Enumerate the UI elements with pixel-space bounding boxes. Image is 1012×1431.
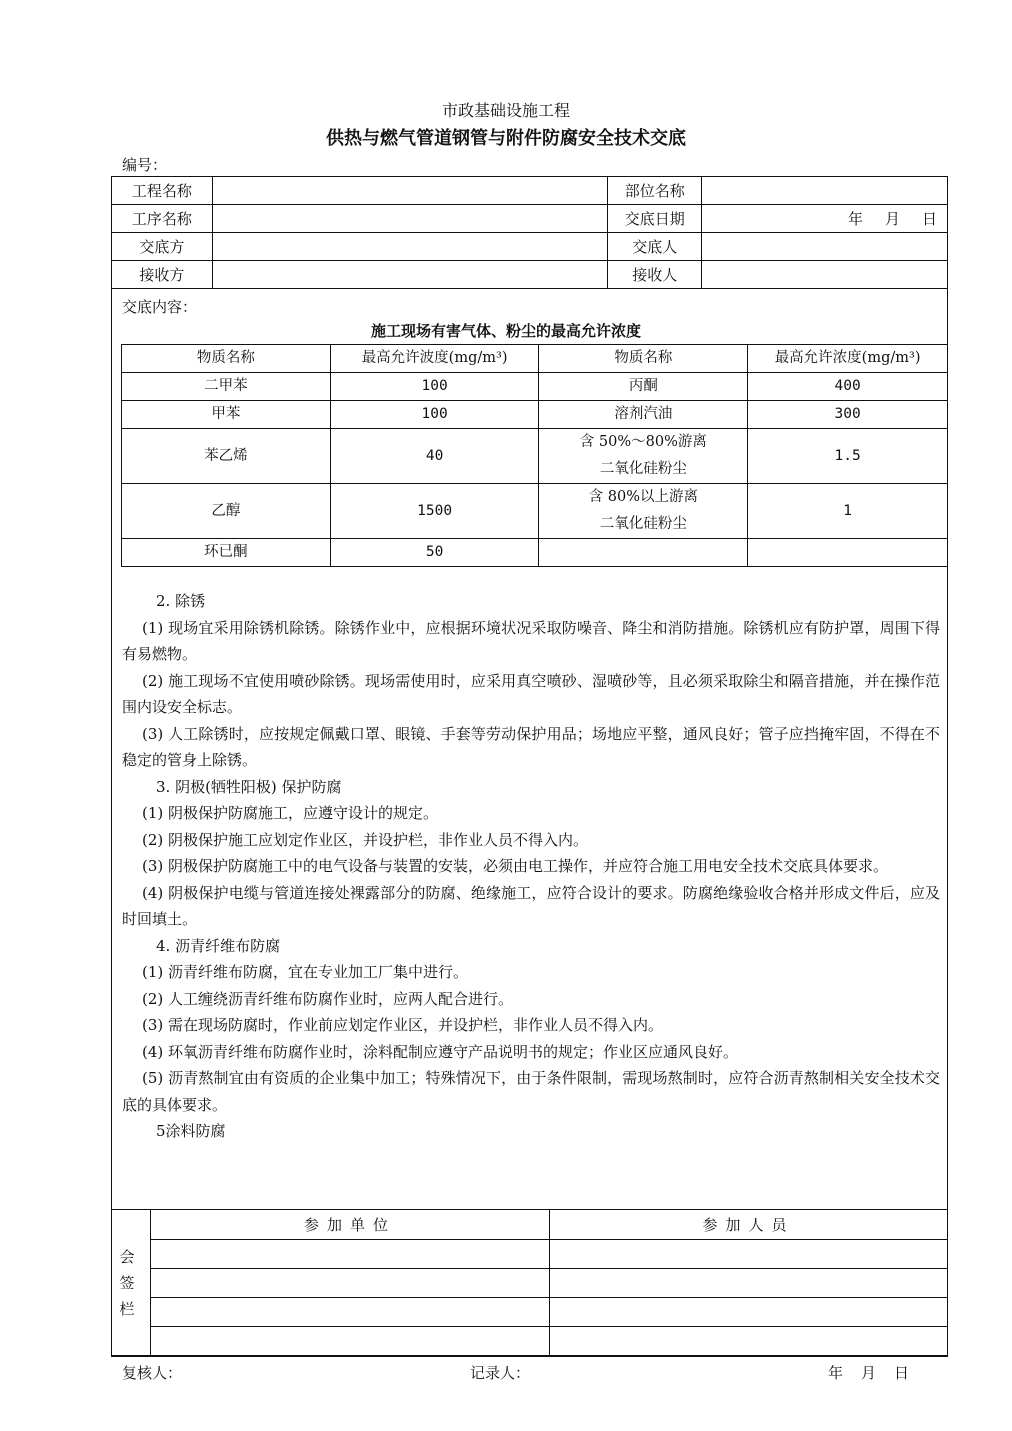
handover-date-label: 交底日期	[608, 205, 702, 233]
project-name-label: 工程名称	[112, 177, 213, 205]
table-cell	[748, 539, 948, 567]
process-name-field[interactable]	[212, 205, 607, 233]
table-cell: 二甲苯	[122, 373, 331, 401]
paragraph: (4) 环氧沥青纤维布防腐作业时，涂料配制应遵守产品说明书的规定；作业区应通风良好。	[142, 1042, 739, 1061]
receiver-party-field[interactable]	[212, 261, 607, 289]
section-heading: 3. 阴极(牺牲阳极) 保护防腐	[156, 777, 342, 796]
signoff-side-label	[112, 1210, 151, 1356]
paragraph: (5) 沥青熬制宜由有资质的企业集中加工；特殊情况下，由于条件限制，需现场熬制时，应符合沥青熬制相关安全技术交底的具体要求。	[122, 1069, 940, 1114]
table-header: 物质名称	[122, 345, 331, 373]
signoff-unit-field[interactable]	[150, 1269, 549, 1298]
cell-line: 含 50%～80%游离	[579, 434, 707, 450]
content-label: 交底内容：	[122, 298, 198, 316]
table-cell: 1.5	[748, 429, 948, 484]
doc-number-label: 编号：	[122, 156, 168, 174]
cell-line: 二氧化硅粉尘	[599, 516, 687, 532]
table-cell: 丙酮	[539, 373, 748, 401]
handover-person-field[interactable]	[702, 233, 948, 261]
footer-month: 月	[861, 1364, 877, 1382]
receiver-person-field[interactable]	[702, 261, 948, 289]
table-cell: 1	[748, 484, 948, 539]
section-heading: 5涂料防腐	[156, 1122, 226, 1140]
reviewer-label: 复核人：	[122, 1364, 183, 1382]
table-cell: 100	[330, 373, 539, 401]
table-cell: 400	[748, 373, 948, 401]
footer-date	[828, 1362, 909, 1383]
table-cell: 50	[330, 539, 539, 567]
table-header: 物质名称	[539, 345, 748, 373]
handover-person-label: 交底人	[608, 233, 702, 261]
paragraph: (2) 施工现场不宜使用喷砂除锈。现场需使用时，应采用真空喷砂、湿喷砂等，且必须采取除尘和隔音措施，并在操作范围内设安全标志。	[122, 671, 940, 716]
paragraph: (3) 阴极保护防腐施工中的电气设备与装置的安装，必须由电工操作，并应符合施工用电安全技术交底具体要求。	[142, 857, 889, 875]
paragraph: (1) 现场宜采用除锈机除锈。除锈作业中，应根据环境状况采取防噪音、降尘和消防措施。除锈机应有防护罩，周围下得有易燃物。	[122, 618, 940, 663]
project-name-field[interactable]	[212, 177, 607, 205]
table-cell	[539, 429, 748, 484]
table-cell: 环已酮	[122, 539, 331, 567]
table-header: 最高允许浓度(mg/m³)	[748, 345, 948, 373]
info-table	[111, 176, 948, 289]
signoff-person-field[interactable]	[549, 1298, 947, 1327]
table-cell	[539, 539, 748, 567]
side-char: 签	[119, 1273, 143, 1292]
signoff-unit-field[interactable]	[150, 1327, 549, 1356]
date-month: 月	[884, 210, 900, 228]
table-cell: 1500	[330, 484, 539, 539]
paragraph: (4) 阴极保护电缆与管道连接处裸露部分的防腐、绝缘施工，应符合设计的要求。防腐绝缘验收合格并形成文件后，应及时回填土。	[122, 883, 940, 928]
content-body	[122, 588, 940, 1145]
table-cell: 苯乙烯	[122, 429, 331, 484]
table-cell: 乙醇	[122, 484, 331, 539]
unit-header: 参加单位	[150, 1210, 549, 1240]
cell-line: 二氧化硅粉尘	[599, 461, 687, 477]
part-name-label: 部位名称	[608, 177, 702, 205]
receiver-person-label: 接收人	[608, 261, 702, 289]
table-header: 最高允许波度(mg/m³)	[330, 345, 539, 373]
process-name-label: 工序名称	[112, 205, 213, 233]
table-cell: 300	[748, 401, 948, 429]
paragraph: (1) 阴极保护防腐施工，应遵守设计的规定。	[142, 804, 439, 822]
paragraph: (2) 人工缠绕沥青纤维布防腐作业时，应两人配合进行。	[142, 989, 514, 1008]
footer-year: 年	[828, 1364, 844, 1382]
signoff-unit-field[interactable]	[150, 1240, 549, 1269]
signoff-person-field[interactable]	[549, 1327, 947, 1356]
signoff-person-field[interactable]	[549, 1240, 947, 1269]
signoff-unit-field[interactable]	[150, 1298, 549, 1327]
recorder-label: 记录人：	[470, 1364, 531, 1382]
signoff-person-field[interactable]	[549, 1269, 947, 1298]
table-cell	[539, 484, 748, 539]
handover-date-field[interactable]	[702, 205, 948, 233]
table-cell: 溶剂汽油	[539, 401, 748, 429]
table-cell: 100	[330, 401, 539, 429]
gas-table-title: 施工现场有害气体、粉尘的最高允许浓度	[370, 322, 641, 340]
person-header: 参加人员	[549, 1210, 947, 1240]
handover-party-field[interactable]	[212, 233, 607, 261]
paragraph: (1) 沥青纤维布防腐，宜在专业加工厂集中进行。	[142, 963, 469, 981]
cell-line: 含 80%以上游离	[588, 489, 698, 505]
side-char: 会	[119, 1247, 143, 1266]
date-day: 日	[921, 210, 937, 228]
part-name-field[interactable]	[702, 177, 948, 205]
paragraph: (2) 阴极保护施工应划定作业区，并设护栏，非作业人员不得入内。	[142, 830, 589, 849]
paragraph: (3) 人工除锈时，应按规定佩戴口罩、眼镜、手套等劳动保护用品；场地应平整，通风良好；管子应挡掩牢固，不得在不稳定的管身上除锈。	[122, 724, 940, 769]
receiver-party-label: 接收方	[112, 261, 213, 289]
side-char: 栏	[119, 1299, 143, 1318]
section-heading: 4. 沥青纤维布防腐	[156, 936, 281, 955]
table-cell: 40	[330, 429, 539, 484]
section-heading: 2. 除锈	[156, 592, 206, 610]
handover-party-label: 交底方	[112, 233, 213, 261]
signoff-table	[111, 1209, 948, 1356]
gas-concentration-table	[121, 344, 948, 567]
document-subtitle: 市政基础设施工程	[441, 101, 570, 120]
paragraph: (3) 需在现场防腐时，作业前应划定作业区，并设护栏，非作业人员不得入内。	[142, 1016, 664, 1034]
date-year: 年	[847, 210, 863, 228]
document-title: 供热与燃气管道钢管与附件防腐安全技术交底	[326, 128, 686, 149]
table-cell: 甲苯	[122, 401, 331, 429]
footer-day: 日	[894, 1364, 910, 1382]
